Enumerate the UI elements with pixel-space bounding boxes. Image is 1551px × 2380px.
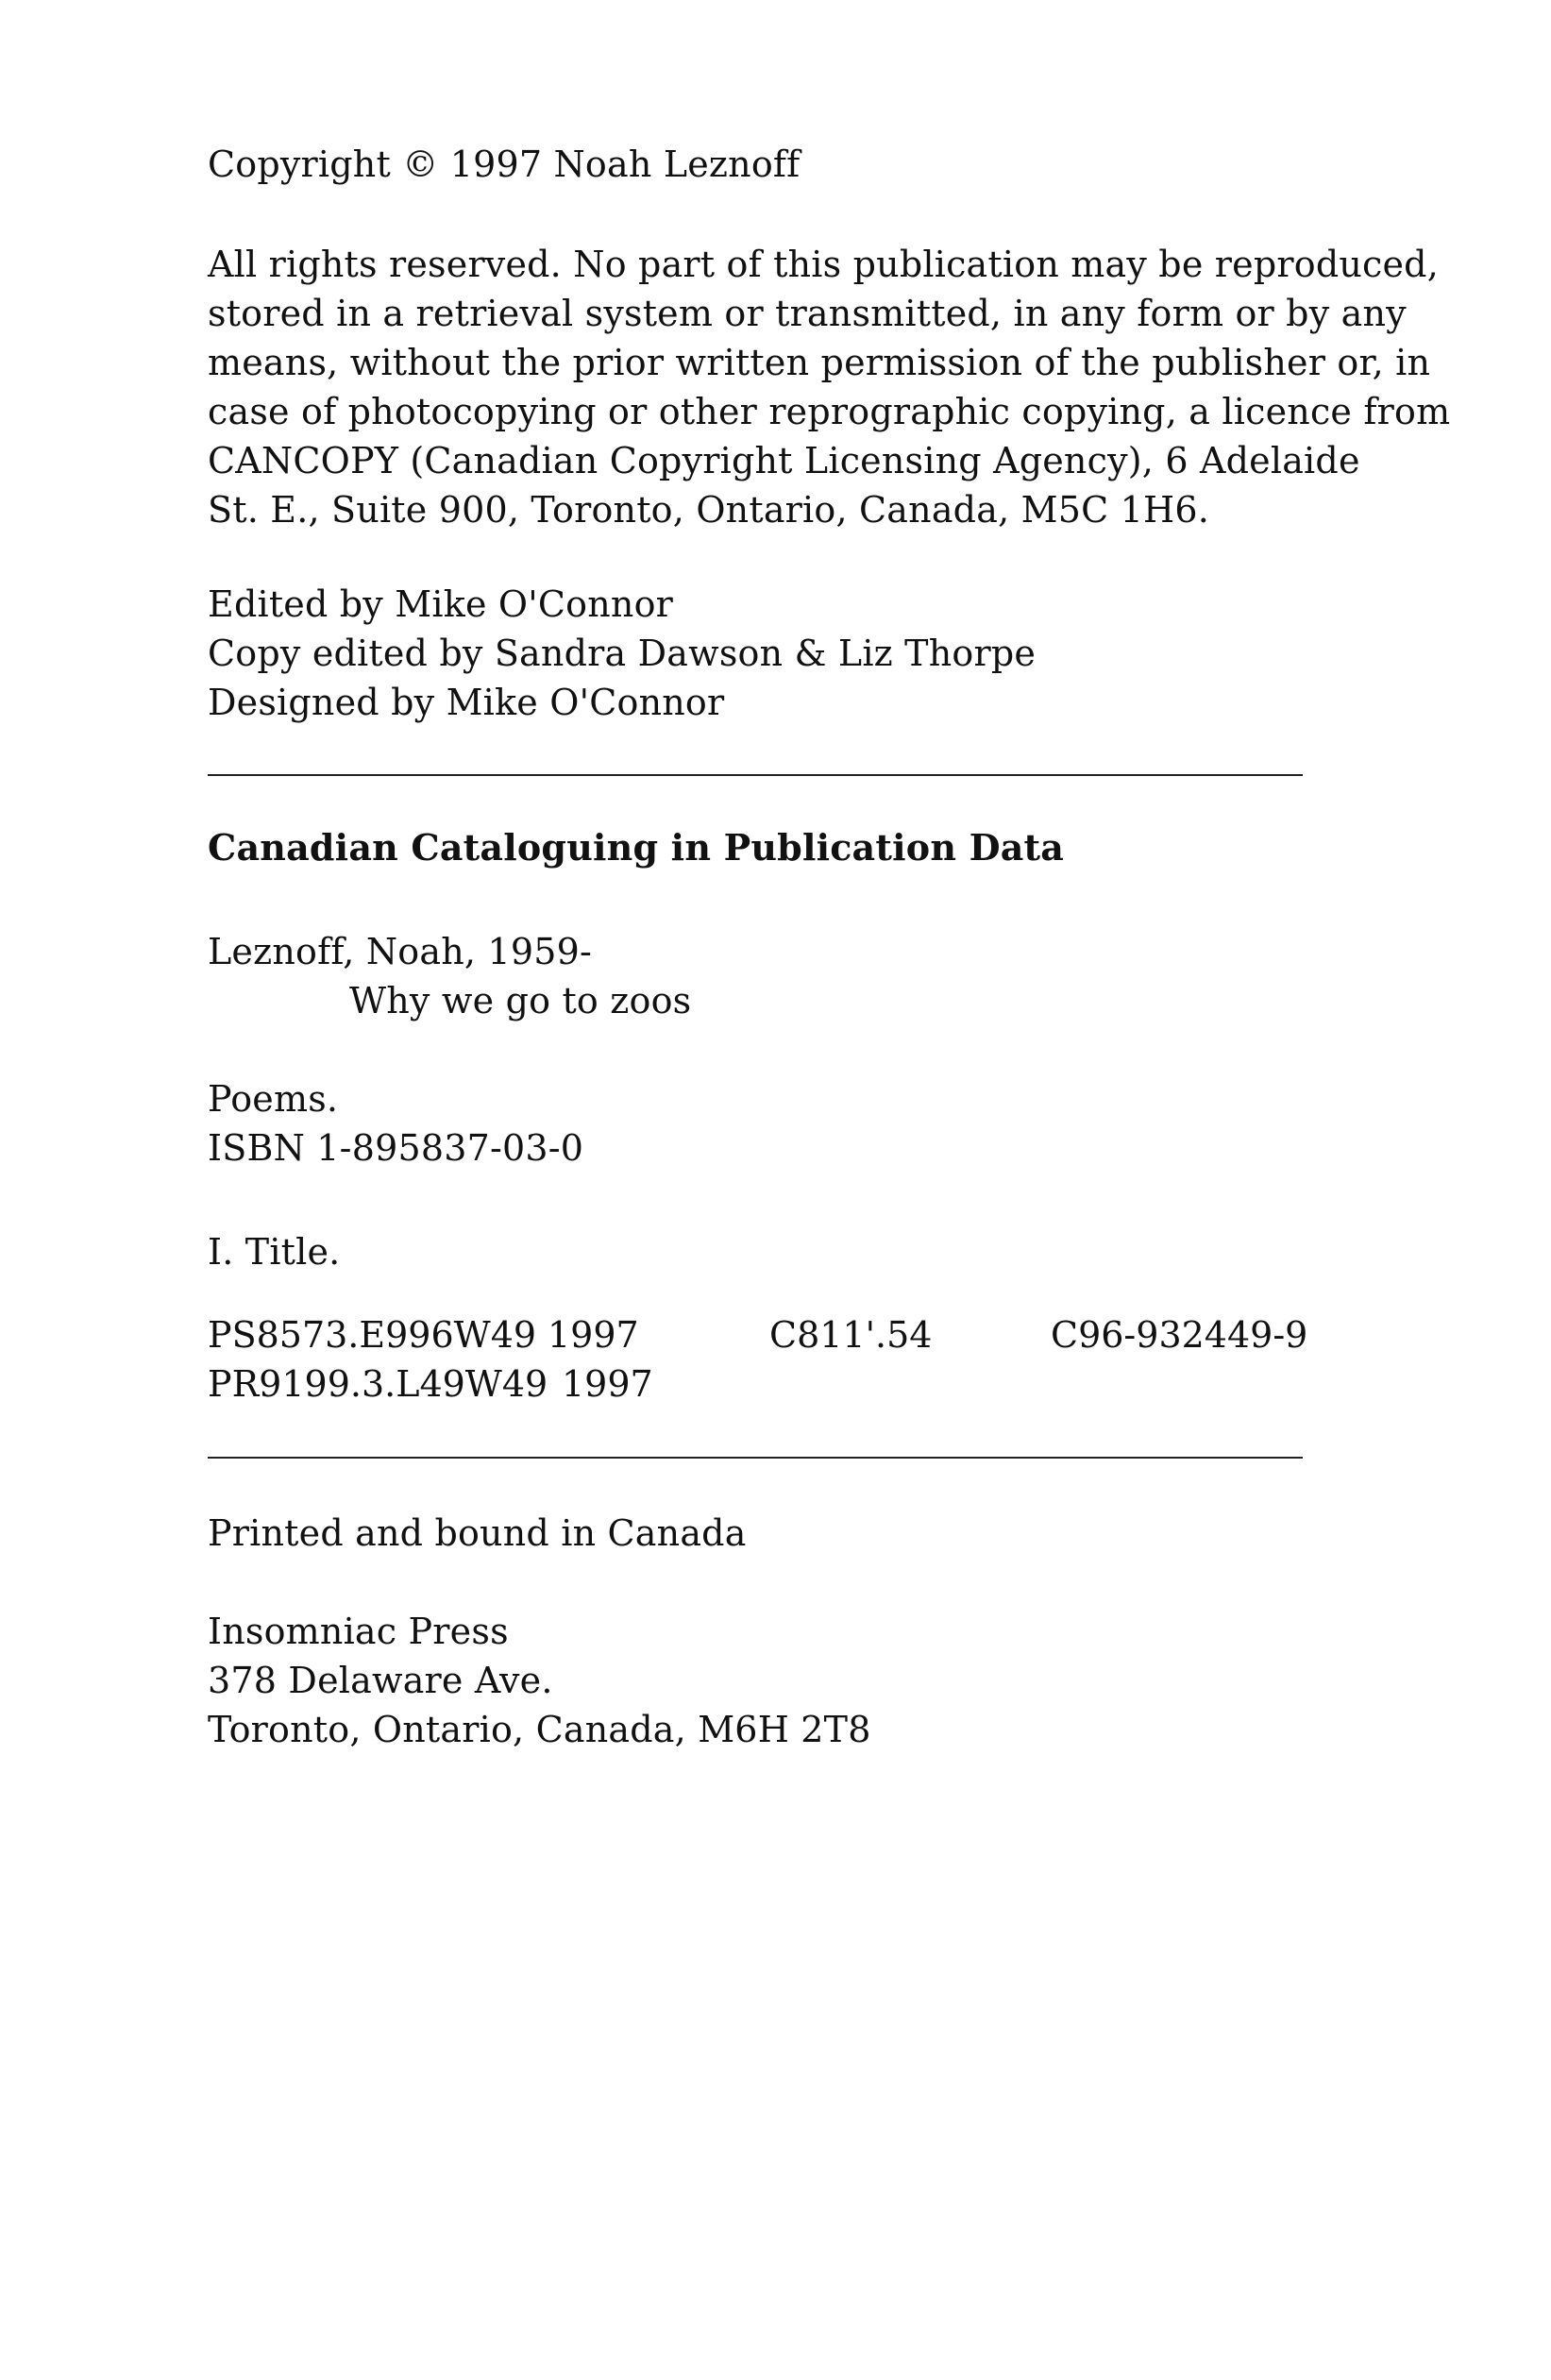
- cip-isbn: ISBN 1-895837-03-0: [208, 1127, 584, 1169]
- cip-call-number: PS8573.E996W49: [208, 1314, 537, 1356]
- rights-line: All rights reserved. No part of this publication may be reproduced,: [208, 244, 1439, 285]
- editor-credit: Edited by Mike O'Connor: [208, 583, 674, 625]
- cip-year: 1997: [548, 1314, 639, 1356]
- divider-bottom: [208, 1457, 1303, 1459]
- cip-title: Why we go to zoos: [349, 980, 692, 1021]
- publisher-city: Toronto, Ontario, Canada, M6H 2T8: [208, 1709, 871, 1750]
- cip-call-number: PR9199.3.L49W49: [208, 1363, 548, 1405]
- cip-year: 1997: [562, 1363, 653, 1405]
- designer-credit: Designed by Mike O'Connor: [208, 682, 725, 723]
- cip-dewey: C811'.54: [769, 1314, 933, 1356]
- publisher-street: 378 Delaware Ave.: [208, 1660, 553, 1701]
- rights-line: case of photocopying or other reprographic copying, a licence from: [208, 391, 1451, 432]
- copy-editor-credit: Copy edited by Sandra Dawson & Liz Thorpe: [208, 633, 1037, 674]
- publisher-name: Insomniac Press: [208, 1611, 509, 1652]
- rights-line: means, without the prior written permission of the publisher or, in: [208, 342, 1431, 383]
- cip-genre: Poems.: [208, 1078, 339, 1120]
- rights-line: CANCOPY (Canadian Copyright Licensing Agency), 6 Adelaide: [208, 440, 1360, 481]
- cip-number: C96-932449-9: [1051, 1314, 1308, 1356]
- copyright-line: Copyright © 1997 Noah Leznoff: [208, 143, 801, 185]
- divider-top: [208, 774, 1303, 776]
- printed-line: Printed and bound in Canada: [208, 1512, 747, 1554]
- cip-author: Leznoff, Noah, 1959-: [208, 931, 592, 972]
- cip-heading: Canadian Cataloguing in Publication Data: [208, 826, 1065, 869]
- cip-title-entry: I. Title.: [208, 1231, 341, 1273]
- page-content: [208, 0, 1451, 2380]
- rights-line: St. E., Suite 900, Toronto, Ontario, Canada, M5C 1H6.: [208, 489, 1210, 531]
- rights-line: stored in a retrieval system or transmitted, in any form or by any: [208, 293, 1407, 334]
